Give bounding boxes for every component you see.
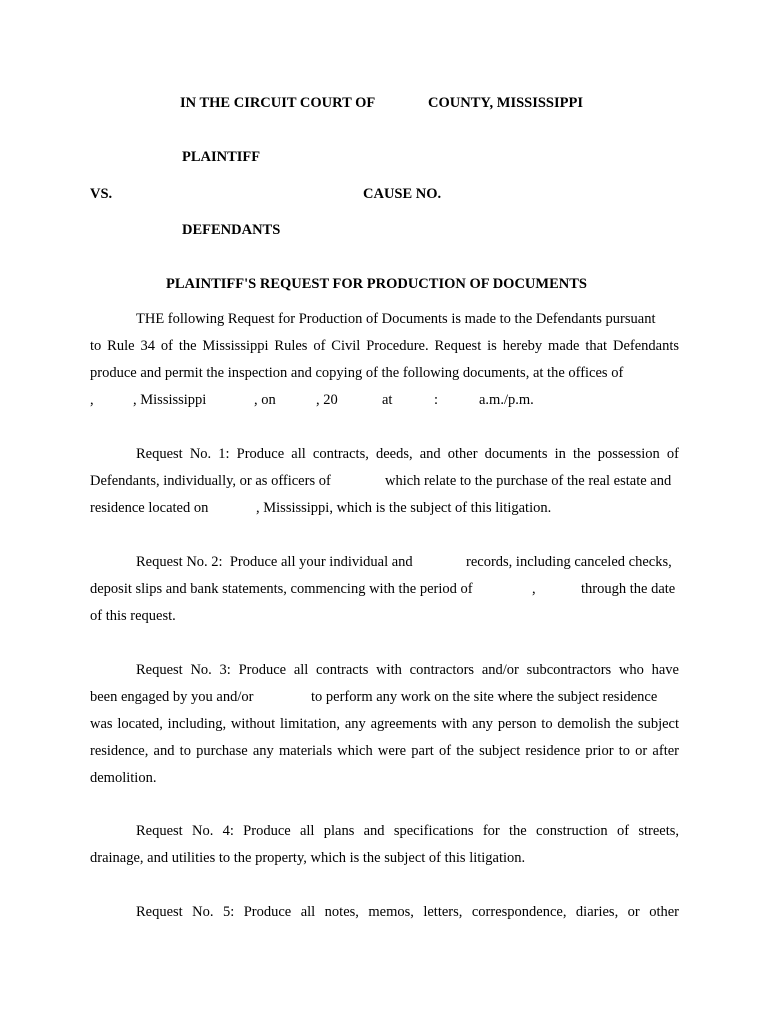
- request-1-line-3b: , Mississippi, which is the subject of this litigation.: [256, 500, 552, 516]
- request-1-line-2b: which relate to the purchase of the real estate and: [385, 473, 672, 489]
- request-3-line-2a: been engaged by you and/or: [90, 689, 254, 705]
- request-3-line-4: residence, and to purchase any materials which were part of the subject residence prior to or after: [90, 743, 679, 759]
- versus-label: VS.: [90, 186, 113, 202]
- intro-ampm: a.m./p.m.: [479, 392, 534, 408]
- intro-line-2: to Rule 34 of the Mississippi Rules of Civil Procedure. Request is hereby made that Defendants: [90, 338, 679, 354]
- document-title: PLAINTIFF'S REQUEST FOR PRODUCTION OF DOCUMENTS: [166, 276, 587, 292]
- request-3-line-2b: to perform any work on the site where the subject residence: [311, 689, 658, 705]
- request-5-line-1: Request No. 5: Produce all notes, memos, letters, correspondence, diaries, or other: [136, 904, 679, 920]
- request-2-line-1a: Request No. 2: Produce all your individual and: [136, 554, 413, 570]
- plaintiff-label: PLAINTIFF: [182, 149, 261, 165]
- request-2-line-2a: deposit slips and bank statements, commencing with the period of: [90, 581, 473, 597]
- intro-line-1: THE following Request for Production of Documents is made to the Defendants pursuant: [136, 311, 656, 327]
- court-heading-right: COUNTY, MISSISSIPPI: [428, 95, 583, 111]
- intro-on: , on: [254, 392, 276, 408]
- request-2-line-2c: through the date: [581, 581, 676, 597]
- request-2-line-3: of this request.: [90, 608, 176, 624]
- request-4-line-1: Request No. 4: Produce all plans and specifications for the construction of streets,: [136, 823, 679, 839]
- request-2-line-1b: records, including canceled checks,: [466, 554, 672, 570]
- request-2-line-2b: ,: [532, 581, 536, 597]
- request-1-line-3a: residence located on: [90, 500, 209, 516]
- intro-at: at: [382, 392, 393, 408]
- request-4-line-2: drainage, and utilities to the property, which is the subject of this litigation.: [90, 850, 526, 866]
- intro-year: , 20: [316, 392, 338, 408]
- request-1-line-1: Request No. 1: Produce all contracts, deeds, and other documents in the possession of: [136, 446, 679, 462]
- court-heading-left: IN THE CIRCUIT COURT OF: [180, 95, 376, 111]
- request-3-line-5: demolition.: [90, 770, 157, 786]
- intro-comma: ,: [90, 392, 94, 408]
- cause-number-label: CAUSE NO.: [363, 186, 442, 202]
- request-1-line-2a: Defendants, individually, or as officers of: [90, 473, 331, 489]
- intro-colon: :: [434, 392, 439, 408]
- request-3-line-3: was located, including, without limitation, any agreements with any person to demolish the subject: [90, 716, 679, 732]
- intro-line-3: produce and permit the inspection and copying of the following documents, at the offices of: [90, 365, 624, 381]
- intro-mississippi: , Mississippi: [133, 392, 207, 408]
- request-3-line-1: Request No. 3: Produce all contracts with contractors and/or subcontractors who have: [136, 662, 679, 678]
- defendants-label: DEFENDANTS: [182, 222, 281, 238]
